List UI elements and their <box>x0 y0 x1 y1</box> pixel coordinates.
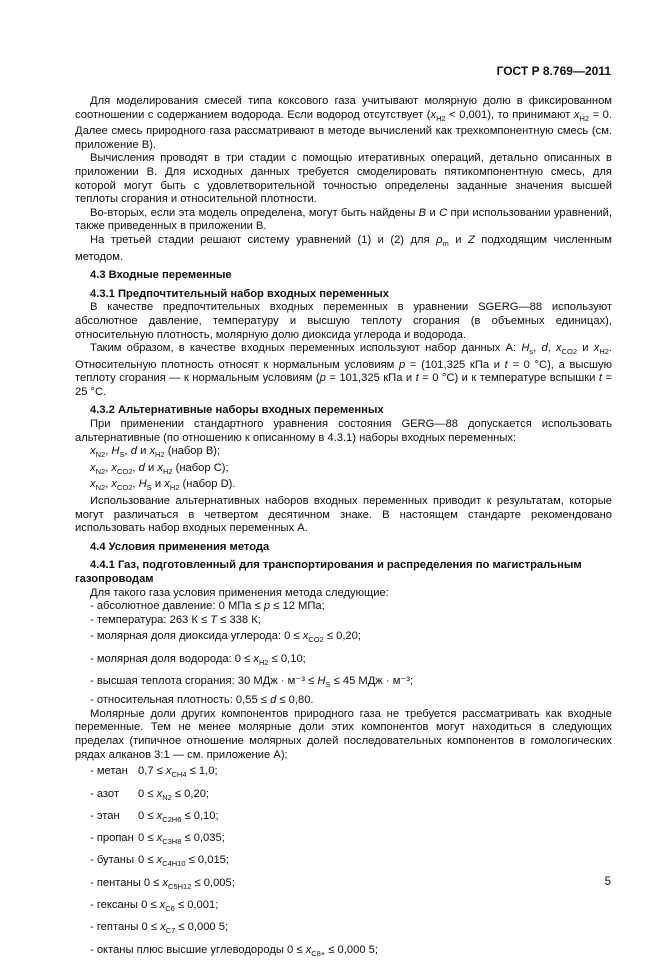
text: 4.4.1 Газ, подготовленный для транспортирования и распределения по магистральным газопроводам <box>75 559 582 585</box>
text: x <box>160 921 166 934</box>
subscript: CO2 <box>308 635 324 645</box>
text-run <box>90 851 138 870</box>
list-item <box>75 614 612 628</box>
text: 0 ≤ <box>138 854 157 867</box>
text: и <box>448 233 468 246</box>
text: p <box>399 358 406 371</box>
text: 4.4 Условия применения метода <box>90 540 270 553</box>
math-symbol <box>90 445 106 460</box>
text: и <box>144 461 158 474</box>
text: ≤ 12 МПа; <box>270 600 325 613</box>
text: d <box>270 694 277 707</box>
text: x <box>253 652 259 665</box>
text: - этан <box>90 809 120 822</box>
math-symbol <box>164 478 180 493</box>
text-run <box>90 877 144 889</box>
subscript: H2 <box>579 113 590 123</box>
text: x <box>90 478 96 491</box>
text-run <box>191 877 234 889</box>
text-run <box>325 944 378 956</box>
math-symbol <box>556 342 578 357</box>
paragraph <box>75 234 612 264</box>
text-run <box>90 630 303 642</box>
text-run <box>90 762 138 781</box>
text-run <box>181 810 218 822</box>
subscript: C4H10 <box>162 859 186 869</box>
list-item <box>75 694 612 708</box>
text: Таким образом, в качестве входных переменных используют набор данных А: <box>90 342 522 355</box>
text-run <box>90 675 317 687</box>
text-run <box>276 694 313 706</box>
text: p <box>319 372 326 385</box>
text: H <box>111 445 120 458</box>
math-symbol <box>162 877 191 889</box>
text: x <box>157 461 163 474</box>
subscript: CH4 <box>171 770 187 780</box>
subscript: C8+ <box>311 948 326 958</box>
text: x <box>165 765 172 778</box>
text: x <box>302 630 309 643</box>
text-run <box>90 342 521 354</box>
text-run <box>138 810 157 822</box>
text: Для такого газа условия применения метода следующие: <box>90 586 389 599</box>
text: - молярная доля водорода: 0 ≤ <box>90 652 254 665</box>
subscript: C7 <box>165 926 176 936</box>
text-run <box>90 807 138 826</box>
formula-line <box>75 462 612 479</box>
subscript: H2 <box>169 483 180 493</box>
subscript: C6 <box>165 904 175 914</box>
text-run <box>90 653 253 665</box>
subscript: H2 <box>599 347 609 357</box>
math-symbol <box>593 342 609 357</box>
text: и <box>426 206 440 219</box>
math-symbol <box>156 832 182 847</box>
text-run <box>90 207 419 219</box>
text: - температура: 263 К ≤ <box>90 613 211 626</box>
subscript: C2H6 <box>162 814 182 824</box>
math-symbol <box>253 653 268 665</box>
text: - метан <box>90 765 128 778</box>
text: и <box>136 445 150 458</box>
math-symbol <box>111 462 132 474</box>
subscript: S <box>325 679 331 689</box>
text: , <box>132 478 139 491</box>
page-body <box>75 95 612 963</box>
text-run <box>217 614 261 626</box>
text: x <box>90 461 96 474</box>
text: - гептаны <box>90 921 142 934</box>
text-run <box>548 342 556 354</box>
section-heading <box>75 541 612 555</box>
text: x <box>162 876 169 889</box>
text: , <box>105 445 112 458</box>
text: ρ <box>436 233 443 246</box>
text: 0 ≤ <box>138 787 157 800</box>
text: 0 ≤ <box>141 899 160 912</box>
math-symbol <box>165 765 187 780</box>
text: 4.3 Входные переменные <box>90 269 232 282</box>
formula-line <box>75 445 612 462</box>
subsection-heading <box>75 404 612 418</box>
formula-line <box>75 478 612 495</box>
text-run <box>175 921 228 933</box>
math-symbol <box>90 478 106 493</box>
text-run <box>90 587 389 599</box>
text: x <box>90 445 96 458</box>
text-run <box>138 788 157 800</box>
paragraph <box>75 708 612 762</box>
math-symbol <box>159 899 175 914</box>
paragraph <box>75 301 612 342</box>
text-run <box>141 899 160 911</box>
subscript: N2 <box>95 466 106 476</box>
text-run <box>90 829 138 848</box>
text: , <box>124 445 131 458</box>
list-item <box>75 874 612 896</box>
text: C <box>439 206 448 219</box>
text: - октаны плюс высшие углеводороды 0 ≤ <box>90 943 306 956</box>
text-run <box>75 418 612 444</box>
text-run <box>172 788 209 800</box>
text-run <box>90 944 306 956</box>
text: x <box>593 342 600 355</box>
math-symbol <box>436 234 449 246</box>
subscript: N2 <box>95 450 106 460</box>
text: 0 ≤ <box>141 921 161 934</box>
math-symbol <box>157 788 172 800</box>
text-run <box>137 445 149 457</box>
subscript: s <box>529 347 534 357</box>
list-item <box>75 627 612 649</box>
subscript: N2 <box>95 483 106 493</box>
text: ≤ 0,000 5; <box>325 943 378 956</box>
text: t <box>598 372 602 385</box>
text: x <box>573 108 580 121</box>
text: В качестве предпочтительных входных переменных в уравнении SGERG—88 используют абсолютное давление, температуру и высшую теплоту сгорания (в объемных единицах), относительную плотность, молярную долю диоксида углерода и водорода. <box>75 301 612 341</box>
text: При применении стандартного уравнения состояния GERG—88 допускается использовать альтернативные (по отношению к описанному в 4.3.1) наборы входных переменных: <box>75 418 612 444</box>
subscript: CO2 <box>117 466 133 476</box>
text: - высшая теплота сгорания: 30 МДж · м⁻³ ≤ <box>90 674 318 687</box>
subscript: N2 <box>162 792 172 802</box>
list-item <box>75 896 612 918</box>
text: ≤ 0,80. <box>276 694 314 707</box>
text: , <box>105 478 112 491</box>
text-run <box>90 614 210 626</box>
text-run <box>138 765 166 777</box>
text: x <box>556 342 562 355</box>
math-symbol <box>138 478 152 493</box>
text: Во-вторых, если эта модель определена, могут быть найдены <box>90 206 419 219</box>
text: x <box>111 478 117 491</box>
text: d <box>138 461 145 474</box>
text-run <box>449 234 468 246</box>
text: = (101,325 кПа и <box>405 358 505 371</box>
list-item <box>75 941 612 963</box>
text: = 0 °С) и к температуре вспышки <box>418 372 599 385</box>
text: ≤ 338 К; <box>217 613 261 626</box>
math-symbol <box>317 675 330 687</box>
text: d <box>541 342 548 355</box>
text: 4.3.1 Предпочтительный набор входных переменных <box>90 287 389 300</box>
subscript: H2 <box>436 113 446 123</box>
text: = 0 °С), а высшую теплоту сгорания — к нормальным условиям ( <box>75 358 612 385</box>
text: , <box>533 342 542 355</box>
math-symbol <box>160 921 176 936</box>
text: На третьей стадии решают систему уравнений (1) и (2) для <box>90 233 437 246</box>
text: x <box>430 108 437 121</box>
list-item <box>75 785 612 807</box>
text-run <box>330 675 413 687</box>
text-run <box>144 877 163 889</box>
paragraph <box>75 207 612 234</box>
text-run <box>270 600 325 612</box>
text: (набор С); <box>172 461 229 474</box>
math-symbol <box>90 462 105 474</box>
text: t <box>504 358 508 371</box>
section-heading <box>75 269 612 283</box>
list-item <box>75 762 612 784</box>
text-run <box>90 694 270 706</box>
text-run <box>419 372 599 384</box>
text-run <box>90 600 264 612</box>
text-run <box>90 785 138 804</box>
math-symbol <box>468 234 475 246</box>
text-run <box>75 152 612 205</box>
text: x <box>305 943 312 956</box>
text-run <box>90 899 141 911</box>
subscript: H2 <box>162 466 173 476</box>
text: 0 ≤ <box>143 876 163 889</box>
text: d <box>130 445 137 458</box>
math-symbol <box>439 207 447 219</box>
text: , <box>132 461 139 474</box>
text-run <box>405 359 504 371</box>
text-run <box>142 921 161 933</box>
subscript: m <box>442 238 449 248</box>
text-run <box>138 832 157 844</box>
text: x <box>156 854 163 867</box>
math-symbol <box>111 478 133 493</box>
text: 0 ≤ <box>138 809 157 822</box>
math-symbol <box>157 462 172 474</box>
text: , <box>547 342 557 355</box>
text: 0 ≤ <box>138 832 157 845</box>
paragraph <box>75 495 612 536</box>
math-symbol <box>156 854 186 869</box>
text: и <box>151 478 165 491</box>
text-run <box>152 478 164 490</box>
text-run <box>75 708 612 761</box>
text: ≤ 0,10; <box>268 652 306 665</box>
list-item <box>75 600 612 614</box>
text: 4.3.2 Альтернативные наборы входных переменных <box>90 404 384 417</box>
subscript: H2 <box>258 657 269 667</box>
paragraph <box>75 152 612 206</box>
text-run <box>90 269 232 281</box>
text-run <box>75 495 612 534</box>
subscript: S <box>146 483 152 493</box>
math-symbol <box>430 109 445 121</box>
text: x <box>156 787 163 800</box>
text: ≤ 0,005; <box>191 876 235 889</box>
text: ≤ 0,20; <box>323 630 361 643</box>
subscript: S <box>119 450 125 460</box>
text-run <box>186 854 229 866</box>
text: - молярная доля диоксида углерода: 0 ≤ <box>90 630 303 643</box>
text-run <box>175 899 218 911</box>
text: B <box>418 206 427 219</box>
text: = 101,325 кПа и <box>325 372 416 385</box>
subscript: CO2 <box>561 347 578 357</box>
math-symbol <box>302 630 324 645</box>
text: H <box>138 478 147 491</box>
list-item <box>75 650 612 672</box>
text: ≤ 45 МДж · м⁻³; <box>330 674 414 687</box>
text: ≤ 0,001; <box>174 899 219 912</box>
text-run <box>90 921 142 933</box>
text: Вычисления проводят в три стадии с помощью итеративных операций, детально описанных в приложении В. Для исходных данных требуется смоделировать пятикомпонентную смесь, для которой могут быть с удовлетворительной точностью определены заданные значения высшей теплоты сгорания и относительной плотности. <box>75 152 612 206</box>
text: x <box>164 478 170 491</box>
text-run <box>187 765 218 777</box>
text: = 0. Далее смесь природного газа рассматривают в методе вычислений как трехкомпонентную смесь (см. приложение В). <box>75 108 612 151</box>
document-header: ГОСТ Р 8.769—2011 <box>496 64 611 78</box>
text: H <box>521 342 530 355</box>
text: , <box>105 461 112 474</box>
text: ≤ 1,0; <box>186 765 218 778</box>
text: x <box>159 899 166 912</box>
text-run <box>324 630 361 642</box>
text: T <box>210 613 218 626</box>
text: Для моделирования смесей типа коксового газа учитывают молярную долю в фиксированном соотношении с содержанием водорода. Если водород отсутствует ( <box>75 95 612 121</box>
text-run <box>138 854 157 866</box>
text-run <box>90 404 384 416</box>
list-item <box>75 851 612 873</box>
text: - относительная плотность: 0,55 ≤ <box>90 694 271 707</box>
math-symbol <box>157 810 182 822</box>
text: - пропан <box>90 832 134 845</box>
math-symbol <box>149 445 165 460</box>
text-run <box>446 109 574 121</box>
paragraph <box>75 418 612 445</box>
list-item <box>75 807 612 829</box>
text: подходящим численным методом. <box>75 233 613 263</box>
text: t <box>415 372 419 385</box>
text: H <box>317 674 326 687</box>
subsection-heading <box>75 288 612 302</box>
text-run <box>90 234 436 246</box>
text-run <box>165 445 221 457</box>
text-run <box>75 301 612 340</box>
list-item <box>75 918 612 940</box>
text-run <box>326 372 416 384</box>
list-item <box>75 672 612 694</box>
text: Использование альтернативных наборов входных переменных приводит к результатам, которые могут различаться в четвертом десятичном знаке. В настоящем стандарте рекомендовано использовать набор входных переменных А. <box>75 495 612 535</box>
subscript: CO2 <box>117 483 133 493</box>
text: p <box>263 600 271 613</box>
text: ≤ 0,20; <box>171 787 210 800</box>
text: x <box>149 445 156 458</box>
text-run <box>173 462 229 474</box>
text: - пентаны <box>90 876 144 889</box>
text: при использовании уравнений, также приведенных в приложении В. <box>75 206 612 233</box>
text: ≤ 0,035; <box>181 832 225 845</box>
text: ≤ 0,10; <box>181 809 219 822</box>
subscript: H2 <box>155 450 165 460</box>
text: . Относительную плотность относят к нормальным условиям <box>75 342 613 371</box>
text: - бутаны <box>90 854 135 867</box>
text: Молярные доли других компонентов природного газа не требуется рассматривать как входные переменные. Тем не менее молярные доли этих компонентов могут находиться в следующих пределах (типичное отношение молярных долей последовательных компонентов в гомологических рядах алканов 3:1 — см. приложение А): <box>75 707 612 761</box>
paragraph <box>75 95 612 152</box>
text-run <box>577 342 594 354</box>
text: - абсолютное давление: 0 МПа ≤ <box>90 600 264 613</box>
text: = 25 °С. <box>75 372 612 398</box>
text: - гексаны <box>90 899 142 912</box>
text-run <box>426 207 439 219</box>
text: x <box>156 832 163 845</box>
text-run <box>181 832 224 844</box>
text-run <box>90 288 389 300</box>
list-item <box>75 829 612 851</box>
text: < 0,001), то принимают <box>445 108 574 121</box>
math-symbol <box>574 109 589 121</box>
text: (набор В); <box>164 445 221 458</box>
paragraph <box>75 587 612 601</box>
math-symbol <box>419 207 426 219</box>
text: ≤ 0,015; <box>185 854 230 867</box>
paragraph <box>75 342 612 399</box>
text: Z <box>467 233 475 246</box>
text: (набор D). <box>179 478 236 491</box>
text-run <box>179 478 235 490</box>
subsection-heading <box>75 559 612 586</box>
text: x <box>156 809 163 822</box>
subscript: C3H8 <box>162 837 182 847</box>
text-run <box>269 653 306 665</box>
math-symbol <box>111 445 125 460</box>
text: - азот <box>90 787 120 800</box>
page-number: 5 <box>604 876 611 888</box>
subscript: C5H12 <box>168 881 192 891</box>
text-run <box>145 462 157 474</box>
text-run <box>75 559 582 585</box>
text: ≤ 0,000 5; <box>175 921 229 934</box>
text: и <box>577 342 594 355</box>
text: x <box>111 461 117 474</box>
math-symbol <box>521 342 534 357</box>
text-run <box>90 541 269 553</box>
math-symbol <box>306 944 326 956</box>
text: 0,7 ≤ <box>138 765 166 778</box>
